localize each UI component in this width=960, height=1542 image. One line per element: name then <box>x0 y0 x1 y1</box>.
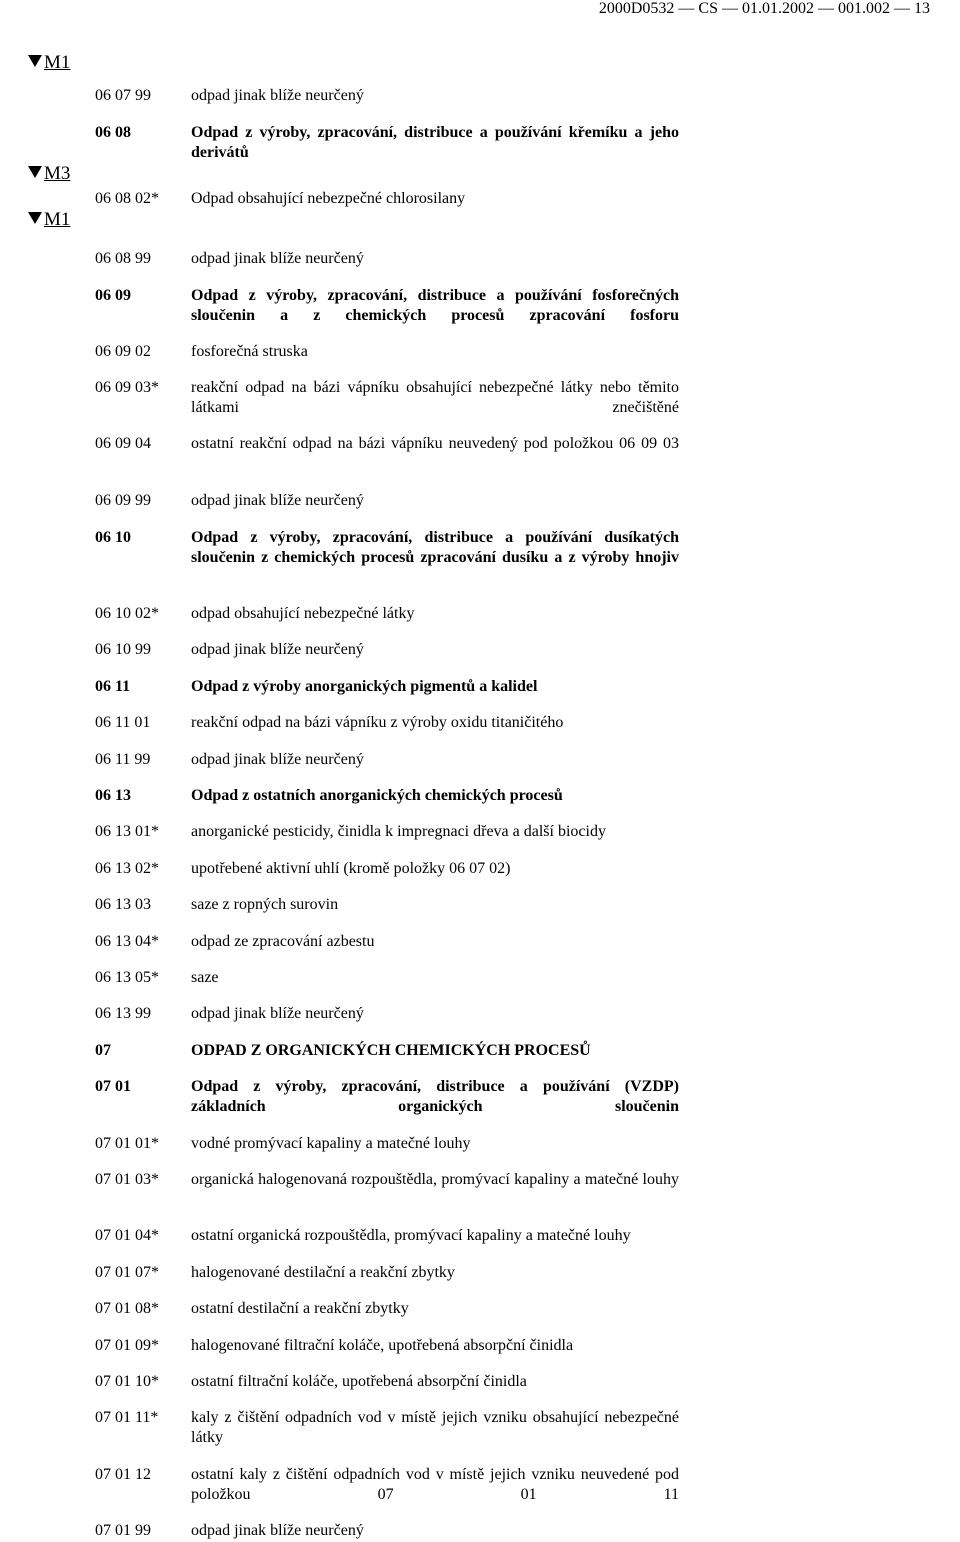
waste-description: reakční odpad na bázi vápníku obsahující nebezpečné látky nebo těmito látkami znečištěné <box>191 379 679 416</box>
waste-description: saze <box>191 969 219 986</box>
waste-description: odpad ze zpracování azbestu <box>191 933 375 950</box>
waste-description: odpad jinak blíže neurčený <box>191 87 364 104</box>
waste-description: halogenované destilační a reakční zbytky <box>191 1264 455 1281</box>
waste-code: 06 11 99 <box>95 751 151 768</box>
waste-description: Odpad obsahující nebezpečné chlorosilany <box>191 190 466 207</box>
waste-code: 06 07 99 <box>95 87 151 104</box>
waste-code: 06 13 04* <box>95 933 159 950</box>
amendment-marker-m1: M1 <box>28 209 70 231</box>
waste-description: Odpad z ostatních anorganických chemických procesů <box>191 787 563 804</box>
waste-description: odpad jinak blíže neurčený <box>191 641 364 658</box>
waste-code: 06 09 02 <box>95 343 151 360</box>
waste-description: vodné promývací kapaliny a matečné louhy <box>191 1135 471 1152</box>
triangle-down-icon <box>28 212 42 224</box>
waste-code: 07 01 03* <box>95 1171 159 1188</box>
waste-description: halogenované filtrační koláče, upotřebená absorpční činidla <box>191 1337 574 1354</box>
waste-description: anorganické pesticidy, činidla k impregnaci dřeva a další biocidy <box>191 823 606 840</box>
waste-description: saze z ropných surovin <box>191 896 339 913</box>
amendment-marker-m3: M3 <box>28 163 70 185</box>
waste-code: 07 01 <box>95 1078 131 1095</box>
waste-code: 07 01 12 <box>95 1466 151 1483</box>
waste-code: 06 10 <box>95 529 131 546</box>
waste-code: 07 01 07* <box>95 1264 159 1281</box>
waste-code: 07 01 01* <box>95 1135 159 1152</box>
waste-description: odpad jinak blíže neurčený <box>191 751 364 768</box>
waste-description: ostatní kaly z čištění odpadních vod v místě jejich vzniku neuvedené pod položkou 07 01 11 <box>191 1466 679 1503</box>
waste-code: 06 08 <box>95 124 131 141</box>
waste-code: 06 09 <box>95 287 131 304</box>
waste-code: 06 08 02* <box>95 190 159 207</box>
waste-description: ostatní destilační a reakční zbytky <box>191 1300 409 1317</box>
waste-code: 06 13 <box>95 787 131 804</box>
waste-description: kaly z čištění odpadních vod v místě jejich vzniku obsahující nebezpečné látky <box>191 1409 679 1446</box>
triangle-down-icon <box>28 55 42 67</box>
waste-code: 07 01 09* <box>95 1337 159 1354</box>
waste-description: fosforečná struska <box>191 343 308 360</box>
waste-code: 07 01 10* <box>95 1373 159 1390</box>
waste-description: Odpad z výroby, zpracování, distribuce a používání (VZDP) základních organických sloučenin <box>191 1078 679 1115</box>
waste-code: 07 01 99 <box>95 1522 151 1539</box>
waste-code: 06 08 99 <box>95 250 151 267</box>
waste-description: reakční odpad na bázi vápníku z výroby oxidu titaničitého <box>191 714 564 731</box>
waste-code: 06 10 02* <box>95 605 159 622</box>
waste-description: organická halogenovaná rozpouštědla, promývací kapaliny a matečné louhy <box>191 1171 679 1188</box>
waste-description: ostatní organická rozpouštědla, promývací kapaliny a matečné louhy <box>191 1227 631 1244</box>
waste-description: odpad jinak blíže neurčený <box>191 1005 364 1022</box>
waste-description: Odpad z výroby, zpracování, distribuce a používání křemíku a jeho derivátů <box>191 124 679 161</box>
waste-code: 07 01 11* <box>95 1409 159 1426</box>
waste-code: 06 11 01 <box>95 714 151 731</box>
waste-code: 06 09 04 <box>95 435 151 452</box>
waste-code: 07 01 08* <box>95 1300 159 1317</box>
waste-description: Odpad z výroby, zpracování, distribuce a používání dusíkatých sloučenin z chemických procesů zpracování dusíku a z výroby hnojiv <box>191 529 679 566</box>
waste-code: 06 13 05* <box>95 969 159 986</box>
waste-description: ODPAD Z ORGANICKÝCH CHEMICKÝCH PROCESŮ <box>191 1042 591 1059</box>
waste-code: 06 11 <box>95 678 131 695</box>
waste-description: odpad obsahující nebezpečné látky <box>191 605 415 622</box>
page-header: 2000D0532 — CS — 01.01.2002 — 001.002 — 13 <box>598 0 930 17</box>
waste-description: ostatní filtrační koláče, upotřebená absorpční činidla <box>191 1373 527 1390</box>
waste-code: 06 13 02* <box>95 860 159 877</box>
waste-description: Odpad z výroby anorganických pigmentů a kalidel <box>191 678 538 695</box>
waste-description: upotřebené aktivní uhlí (kromě položky 06 07 02) <box>191 860 511 877</box>
waste-description: ostatní reakční odpad na bázi vápníku neuvedený pod položkou 06 09 03 <box>191 435 679 452</box>
triangle-down-icon <box>28 166 42 178</box>
waste-code: 06 10 99 <box>95 641 151 658</box>
waste-description: odpad jinak blíže neurčený <box>191 492 364 509</box>
waste-description: Odpad z výroby, zpracování, distribuce a používání fosforečných sloučenin a z chemických procesů zpracování fosforu <box>191 287 679 324</box>
waste-code: 06 13 99 <box>95 1005 151 1022</box>
waste-code: 06 13 01* <box>95 823 159 840</box>
waste-description: odpad jinak blíže neurčený <box>191 250 364 267</box>
waste-code: 06 09 99 <box>95 492 151 509</box>
waste-code: 06 13 03 <box>95 896 151 913</box>
waste-code: 07 <box>95 1042 111 1059</box>
waste-code: 07 01 04* <box>95 1227 159 1244</box>
waste-code: 06 09 03* <box>95 379 159 396</box>
waste-description: odpad jinak blíže neurčený <box>191 1522 364 1539</box>
amendment-marker-m1: M1 <box>28 52 70 74</box>
